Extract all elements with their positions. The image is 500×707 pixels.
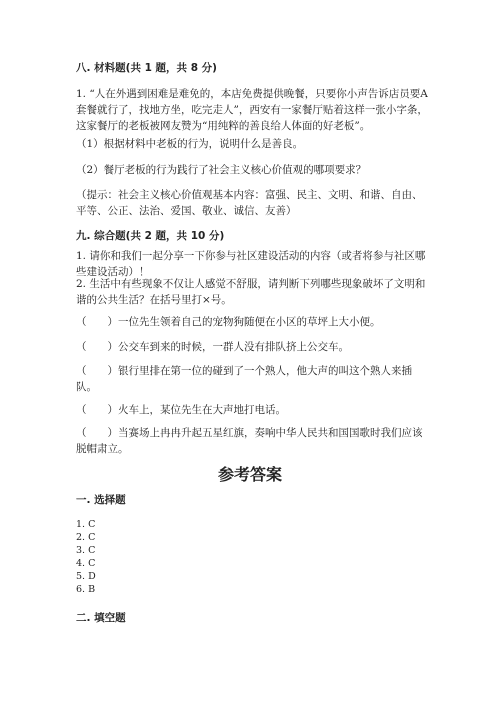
answers-section1-heading: 一. 选择题: [76, 494, 126, 506]
section8-question-2: （2）餐厅老板的行为践行了社会主义核心价值观的哪项要求？: [76, 164, 367, 176]
section8-material: 1. “人在外遇到困难是难免的，本店免费提供晚餐，只要你小声告诉店员要A套餐就行了，找地方坐，吃完走人”，西安有一家餐厅贴着这样一张小字条，这家餐厅的老板被网友赞为“用纯粹的善良给人体面的好老板”。: [76, 88, 428, 132]
section8-heading: 八. 材料题(共 1 题，共 8 分): [76, 62, 217, 74]
answers-section2-heading: 二. 填空题: [76, 612, 126, 624]
section9-heading: 九. 综合题(共 2 题，共 10 分): [76, 230, 225, 242]
answer-line: 3. C: [76, 545, 96, 556]
answer-line: 2. C: [76, 532, 96, 543]
section9-question-1: 1. 请你和我们一起分享一下你参与社区建设活动的内容（或者将参与社区哪些建设活动）！: [76, 250, 426, 278]
judgement-item: [76, 402, 432, 418]
section8-hint: （提示：社会主义核心价值观基本内容：富强、民主、文明、和谐、自由、平等、公正、法治、爱国、敬业、诚信、友善）: [76, 189, 423, 217]
judgement-item: [76, 339, 432, 355]
item-text: 银行里排在第一位的碰到了一个熟人，他大声的叫这个熟人来插队。: [76, 365, 412, 393]
item-text: 公交车到来的时候，一群人没有排队挤上公交车。: [118, 341, 349, 353]
answer-line: 6. B: [76, 584, 96, 595]
judgement-item: [76, 363, 432, 395]
answer-line: 1. C: [76, 519, 96, 530]
answer-bracket: （ ）: [76, 316, 118, 328]
answer-key-title: 参考答案: [217, 465, 282, 484]
answer-bracket: （ ）: [76, 341, 118, 353]
answer-bracket: （ ）: [76, 404, 118, 416]
answer-line: 4. C: [76, 558, 96, 569]
section9-question-2: 2. 生活中有些现象不仅让人感觉不舒服，请判断下列哪些现象破坏了文明和谐的公共生活？在括号里打×号。: [76, 278, 426, 306]
answer-bracket: （ ）: [76, 365, 118, 377]
judgement-item: [76, 314, 432, 330]
item-text: 火车上，某位先生在大声地打电话。: [118, 404, 286, 416]
answer-bracket: （ ）: [76, 427, 118, 439]
judgement-item: [76, 425, 432, 457]
answer-line: 5. D: [76, 571, 96, 582]
item-text: 一位先生领着自己的宠物狗随便在小区的草坪上大小便。: [118, 316, 381, 328]
section8-question-1: （1）根据材料中老板的行为，说明什么是善良。: [76, 138, 304, 150]
item-text: 当赛场上冉冉升起五星红旗，奏响中华人民共和国国歌时我们应该脱帽肃立。: [76, 427, 423, 455]
